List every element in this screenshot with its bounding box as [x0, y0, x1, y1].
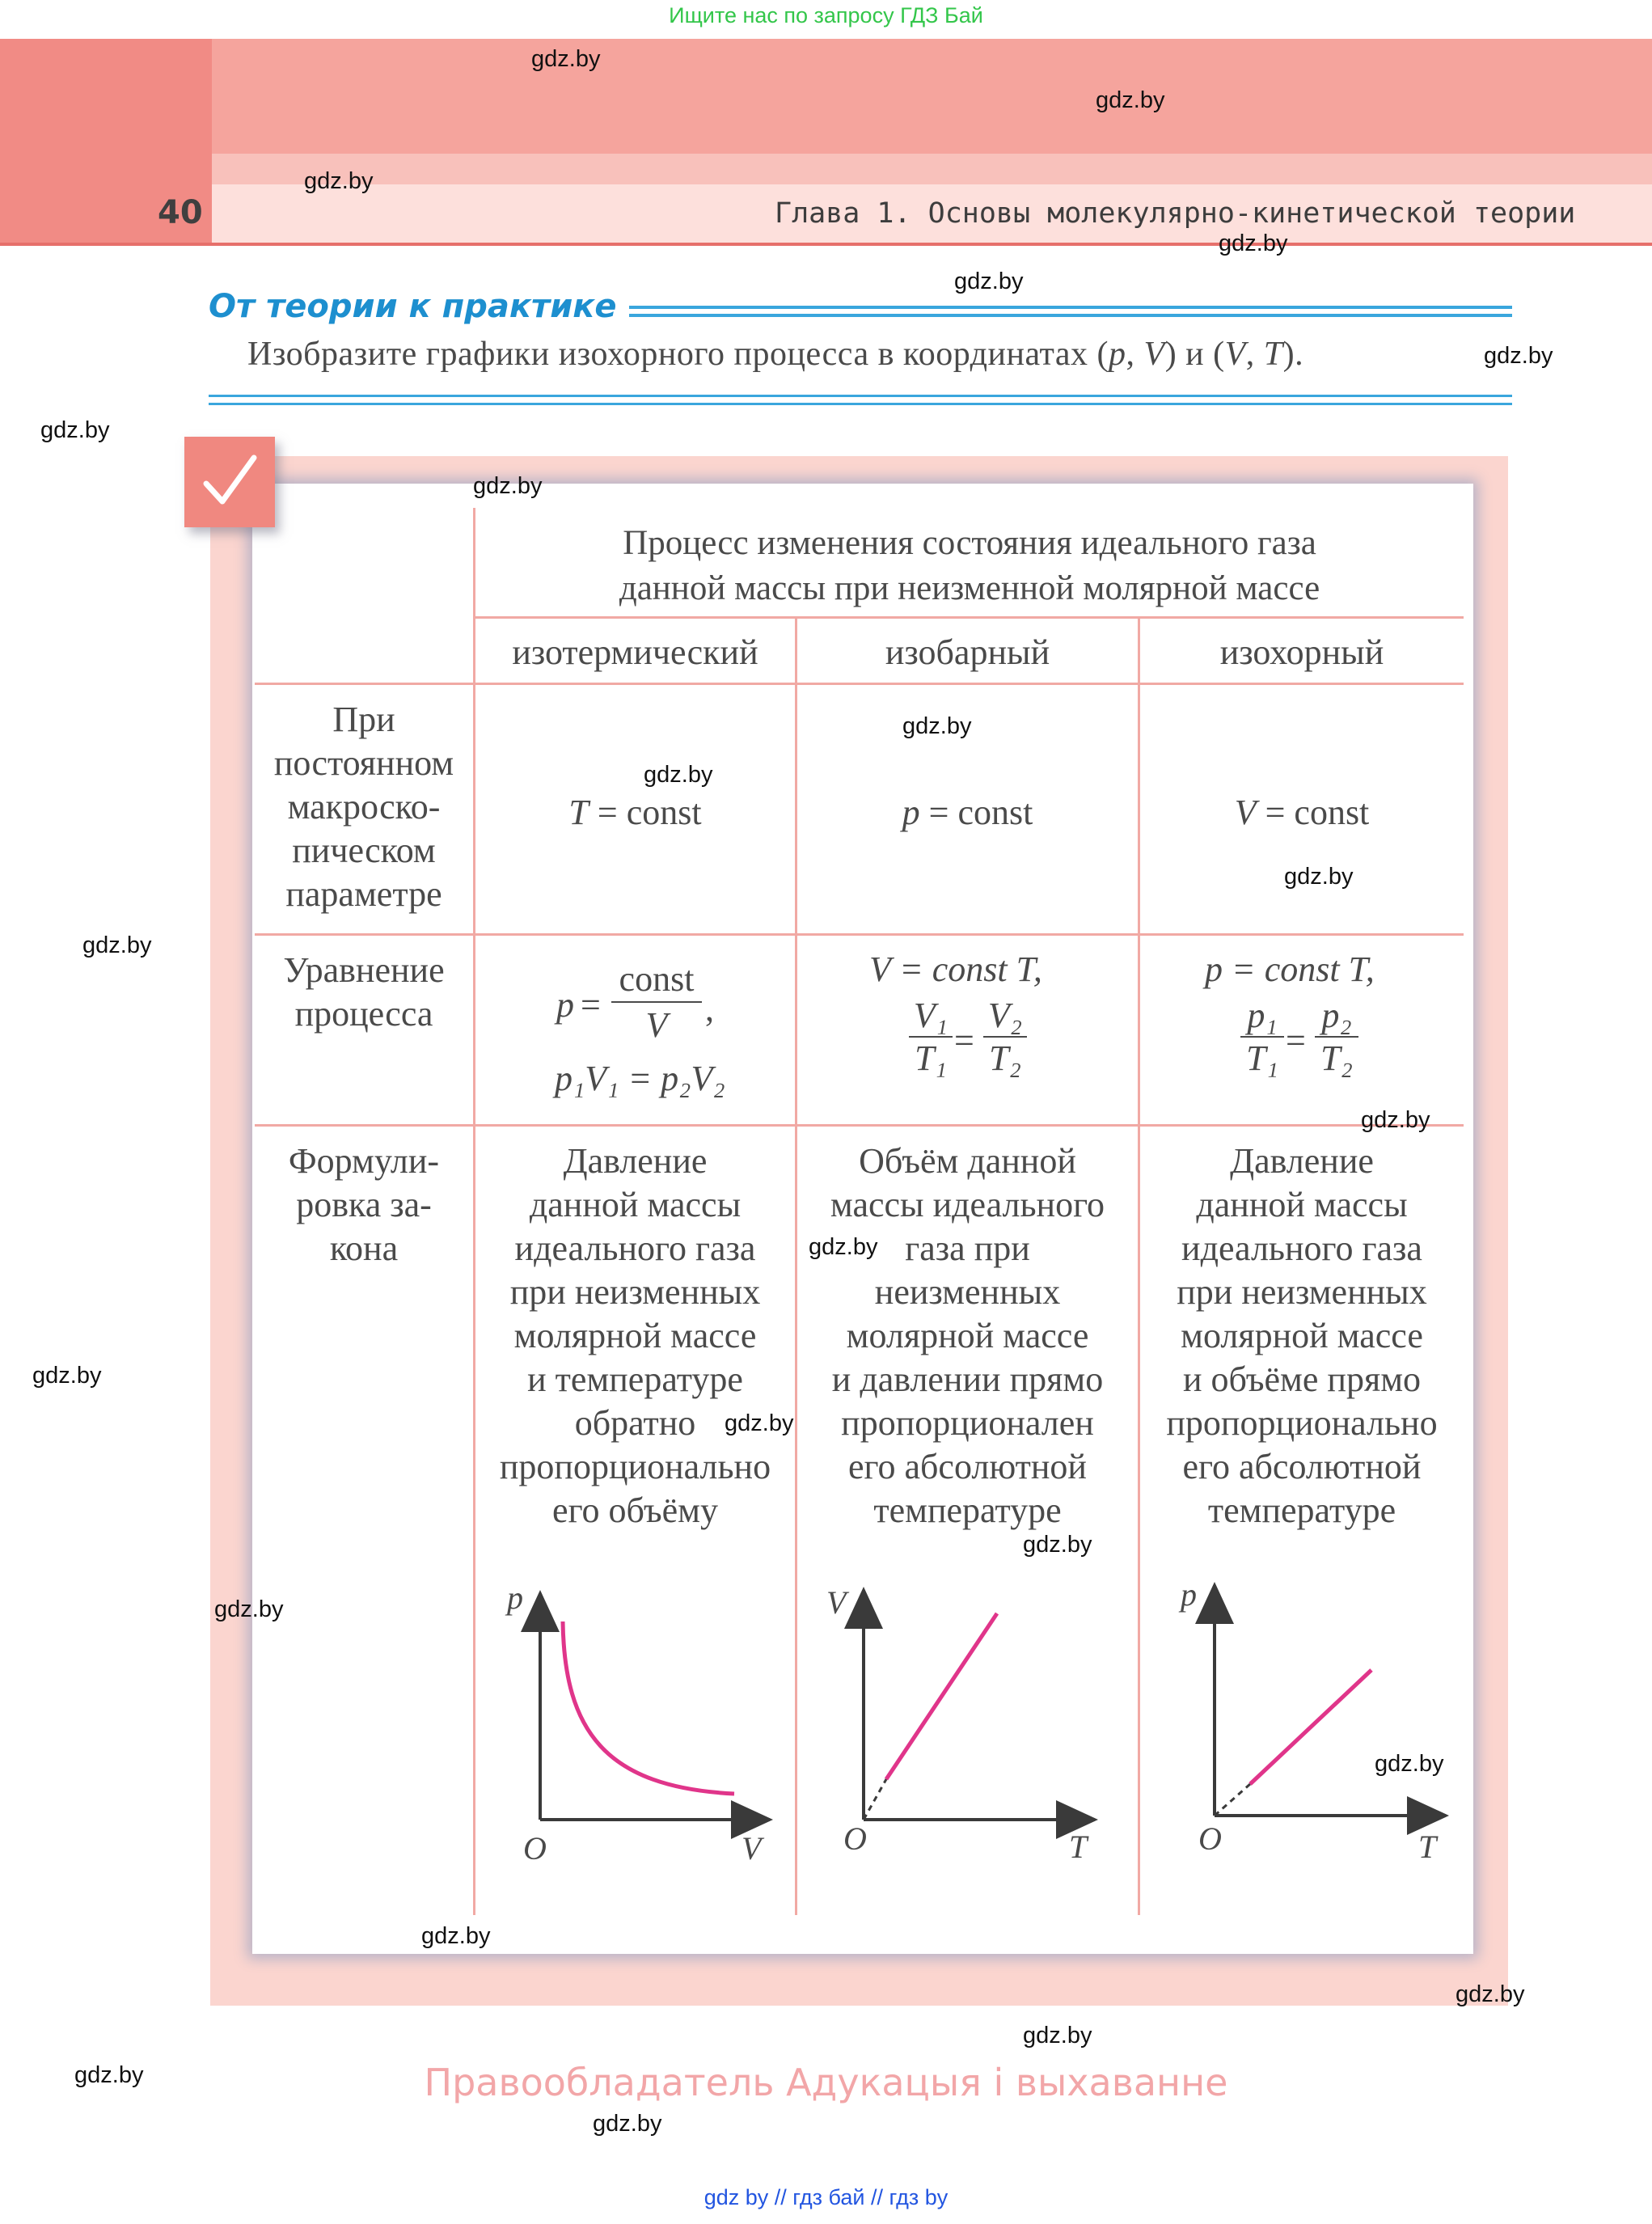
watermark: gdz.by [1096, 87, 1165, 113]
watermark: gdz.by [304, 168, 374, 194]
table-header-process [475, 521, 1464, 611]
iso-c-fraction-2: p₂ T₂ [1312, 995, 1362, 1079]
graph-1-x-label: V [741, 1830, 762, 1867]
graph-3-origin: O [1198, 1820, 1222, 1857]
graph-2-y-label: V [826, 1584, 847, 1621]
isochoric-constant: V = const [1234, 793, 1370, 832]
header-band-top [212, 39, 1652, 154]
col-label-isochoric: изохорный [1219, 632, 1384, 672]
table-hline-1 [473, 616, 1464, 619]
watermark: gdz.by [531, 46, 601, 72]
graph-isochoric [1215, 1585, 1446, 1816]
watermark: gdz.by [32, 1363, 102, 1389]
law-isothermal: Давление данной массы идеального газа при неизменных молярной массе и температуре обратно пропорционально его объёму [499, 1141, 771, 1530]
page-number: 40 [158, 194, 203, 231]
watermark: gdz.by [74, 2062, 144, 2088]
graph-3-y-label: p [1181, 1576, 1197, 1613]
check-icon [184, 437, 275, 527]
watermark: gdz.by [1456, 1981, 1525, 2007]
row-label-equation: Уравнение процесса [283, 950, 445, 1034]
watermark: gdz.by [1361, 1107, 1430, 1133]
graph-3-extrapolation [1215, 1784, 1250, 1816]
iso-t-equation-2: p₁V₁ = p₂V₂ [555, 1059, 725, 1098]
watermark: gdz.by [82, 932, 152, 958]
table-header-line-2: данной массы при неизменной молярной массе [619, 569, 1320, 607]
iso-c-fraction-1: p₁ T₁ [1237, 995, 1287, 1079]
isothermal-constant: T = const [568, 793, 702, 832]
watermark: gdz.by [954, 268, 1024, 294]
watermark: gdz.by [902, 713, 972, 739]
iso-t-eq: = [581, 985, 601, 1025]
watermark: gdz.by [593, 2111, 662, 2137]
watermark: gdz.by [1284, 864, 1354, 890]
table-hline-4 [255, 1124, 1464, 1127]
iso-t-fraction [608, 958, 705, 1046]
col-label-isobaric: изобарный [885, 632, 1050, 672]
header-divider [0, 243, 1652, 246]
watermark: gdz.by [725, 1410, 794, 1436]
section-title: От теории к практике [209, 288, 617, 325]
watermark: gdz.by [214, 1596, 284, 1622]
iso-t-denominator: V [645, 1005, 668, 1045]
header-band-middle [212, 154, 1652, 184]
table-hline-2 [255, 683, 1464, 685]
task-rule [209, 395, 1512, 405]
col-label-isothermal: изотермический [512, 632, 758, 672]
iso-t-lhs: p [556, 985, 574, 1025]
table-hline-3 [255, 933, 1464, 936]
iso-b-equation-1: V = const T, [869, 949, 1042, 989]
iso-b-eq: = [954, 1021, 974, 1060]
chapter-title: Глава 1. Основы молекулярно-кинетической теории [775, 197, 1576, 230]
graph-1-origin: O [523, 1830, 547, 1867]
graph-1-y-label: p [507, 1579, 523, 1616]
watermark: gdz.by [1023, 1532, 1092, 1558]
law-isochoric: Давление данной массы идеального газа при неизменных молярной массе и объёме прямо пропорционально его абсолютной температуре [1166, 1141, 1438, 1530]
watermark: gdz.by [473, 473, 543, 499]
row-label-constant-param: При постоянном макроско- пическом параметре [273, 700, 454, 914]
iso-b-fraction-2: V₂ T₂ [980, 995, 1030, 1079]
task-text: Изобразите графики изохорного процесса в координатах (p, V) и (V, T). [247, 336, 1304, 373]
iso-t-fraction-bar [611, 1001, 702, 1003]
graph-1-hyperbola [563, 1621, 734, 1794]
graph-2-origin: O [843, 1820, 867, 1857]
answer-checkmark [184, 437, 275, 527]
iso-t-numerator: const [619, 959, 695, 999]
graph-2-extrapolation [864, 1779, 886, 1820]
watermark: gdz.by [644, 762, 713, 788]
copyright-notice: Правообладатель Адукацыя і выхаванне [424, 2061, 1228, 2104]
top-search-link[interactable]: Ищите нас по запросу ГДЗ Бай [669, 3, 983, 27]
graph-3-line [1250, 1670, 1371, 1784]
graph-isobaric [864, 1590, 1095, 1820]
graph-2-x-label: T [1069, 1829, 1088, 1865]
iso-t-comma: , [705, 989, 714, 1029]
section-title-rule [629, 306, 1512, 317]
isobaric-constant: p = const [902, 793, 1033, 832]
graph-2-line [886, 1613, 997, 1779]
graph-3-x-label: T [1418, 1829, 1437, 1865]
iso-c-equation-1: p = const T, [1205, 949, 1375, 989]
watermark: gdz.by [40, 417, 110, 443]
row-label-law: Формули- ровка за- кона [288, 1141, 440, 1268]
iso-b-fraction-1: V₁ T₁ [906, 995, 956, 1079]
graph-isothermal [540, 1593, 770, 1820]
watermark: gdz.by [421, 1923, 491, 1949]
watermark: gdz.by [1023, 2023, 1092, 2049]
watermark: gdz.by [1484, 343, 1553, 369]
law-isobaric: Объём данной массы идеального газа при неизменных молярной массе и давлении прямо пропорционален его абсолютной температуре [830, 1141, 1105, 1530]
iso-c-eq: = [1286, 1021, 1306, 1060]
watermark: gdz.by [1375, 1751, 1444, 1777]
table-header-line-1: Процесс изменения состояния идеального газа [623, 524, 1316, 562]
process-graphs [475, 1569, 1464, 1876]
watermark: gdz.by [1219, 230, 1288, 256]
bottom-links[interactable]: gdz by // гдз бай // гдз by [703, 2185, 949, 2209]
watermark: gdz.by [809, 1234, 878, 1260]
